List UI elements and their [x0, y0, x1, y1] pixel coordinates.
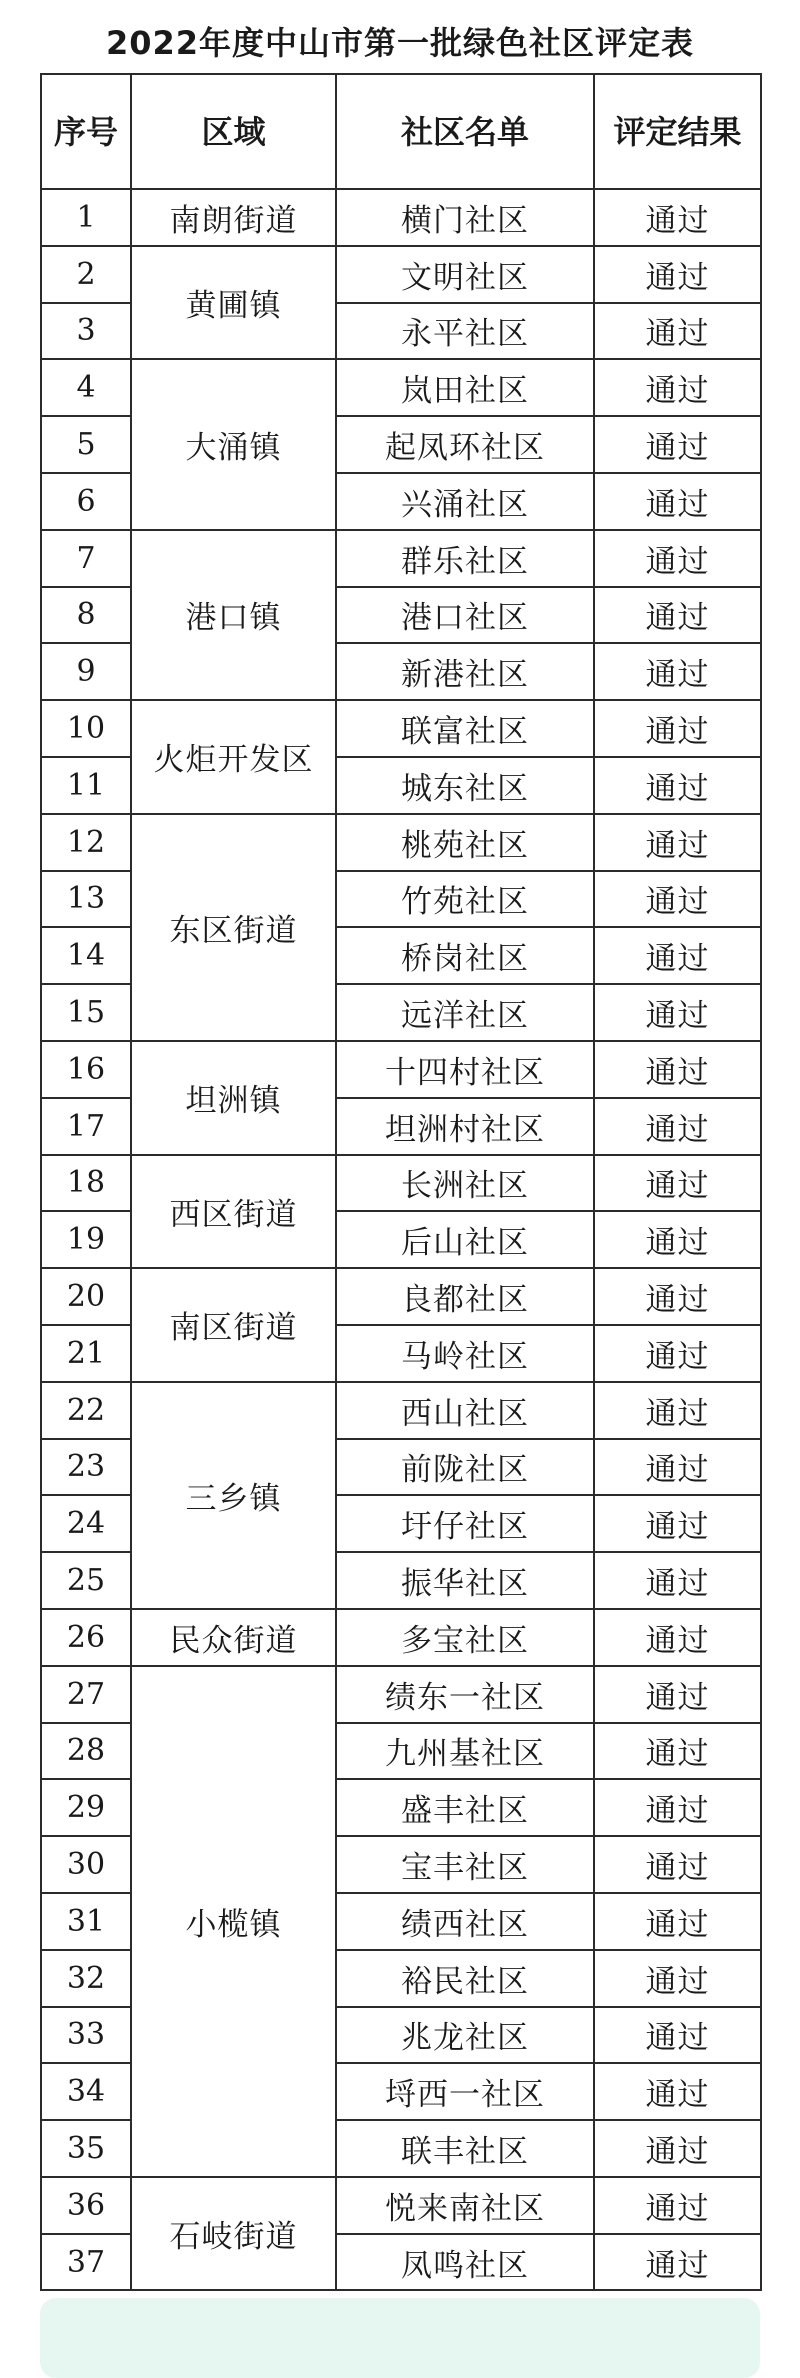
page-title: 2022年度中山市第一批绿色社区评定表 [105, 24, 695, 62]
row-index: 31 [41, 1893, 131, 1950]
header-region: 区域 [131, 74, 336, 189]
result-cell: 通过 [594, 303, 761, 360]
row-index: 34 [41, 2063, 131, 2120]
result-cell: 通过 [594, 700, 761, 757]
region-cell: 火炬开发区 [131, 700, 336, 814]
row-index: 23 [41, 1439, 131, 1496]
region-cell: 坦洲镇 [131, 1041, 336, 1155]
community-cell: 圩仔社区 [336, 1495, 594, 1552]
region-cell: 南朗街道 [131, 189, 336, 246]
community-cell: 绩东一社区 [336, 1666, 594, 1723]
row-index: 12 [41, 814, 131, 871]
result-cell: 通过 [594, 1382, 761, 1439]
result-cell: 通过 [594, 1041, 761, 1098]
community-cell: 悦来南社区 [336, 2177, 594, 2234]
community-cell: 横门社区 [336, 189, 594, 246]
result-cell: 通过 [594, 1723, 761, 1780]
result-cell: 通过 [594, 1155, 761, 1212]
community-cell: 远洋社区 [336, 984, 594, 1041]
result-cell: 通过 [594, 871, 761, 928]
row-index: 9 [41, 643, 131, 700]
row-index: 16 [41, 1041, 131, 1098]
row-index: 14 [41, 927, 131, 984]
result-cell: 通过 [594, 1666, 761, 1723]
result-cell: 通过 [594, 189, 761, 246]
result-cell: 通过 [594, 246, 761, 303]
row-index: 37 [41, 2234, 131, 2291]
community-cell: 港口社区 [336, 587, 594, 644]
region-cell: 西区街道 [131, 1155, 336, 1269]
row-index: 17 [41, 1098, 131, 1155]
table-row [41, 2177, 761, 2234]
region-cell: 港口镇 [131, 530, 336, 700]
community-cell: 马岭社区 [336, 1325, 594, 1382]
community-cell: 新港社区 [336, 643, 594, 700]
result-cell: 通过 [594, 530, 761, 587]
result-cell: 通过 [594, 1609, 761, 1666]
community-cell: 桃苑社区 [336, 814, 594, 871]
table-header-row [41, 74, 761, 189]
result-cell: 通过 [594, 359, 761, 416]
community-cell: 西山社区 [336, 1382, 594, 1439]
row-index: 30 [41, 1836, 131, 1893]
result-cell: 通过 [594, 1439, 761, 1496]
row-index: 36 [41, 2177, 131, 2234]
row-index: 24 [41, 1495, 131, 1552]
table-row [41, 1666, 761, 1723]
community-cell: 绩西社区 [336, 1893, 594, 1950]
community-cell: 裕民社区 [336, 1950, 594, 2007]
community-cell: 永平社区 [336, 303, 594, 360]
result-cell: 通过 [594, 757, 761, 814]
region-cell: 大涌镇 [131, 359, 336, 529]
community-cell: 多宝社区 [336, 1609, 594, 1666]
community-cell: 城东社区 [336, 757, 594, 814]
community-cell: 前陇社区 [336, 1439, 594, 1496]
community-cell: 兆龙社区 [336, 2007, 594, 2064]
community-table [40, 73, 762, 2291]
table-row [41, 1155, 761, 1212]
result-cell: 通过 [594, 1779, 761, 1836]
result-cell: 通过 [594, 1495, 761, 1552]
row-index: 4 [41, 359, 131, 416]
row-index: 25 [41, 1552, 131, 1609]
result-cell: 通过 [594, 2007, 761, 2064]
row-index: 3 [41, 303, 131, 360]
table-row [41, 359, 761, 416]
result-cell: 通过 [594, 1950, 761, 2007]
result-cell: 通过 [594, 814, 761, 871]
row-index: 35 [41, 2120, 131, 2177]
community-cell: 群乐社区 [336, 530, 594, 587]
row-index: 26 [41, 1609, 131, 1666]
table-row [41, 814, 761, 871]
result-cell: 通过 [594, 2063, 761, 2120]
region-cell: 石岐街道 [131, 2177, 336, 2291]
header-index: 序号 [41, 74, 131, 189]
table-row [41, 530, 761, 587]
table-row [41, 1041, 761, 1098]
region-cell: 黄圃镇 [131, 246, 336, 360]
table-row [41, 189, 761, 246]
row-index: 13 [41, 871, 131, 928]
community-cell: 桥岗社区 [336, 927, 594, 984]
community-cell: 宝丰社区 [336, 1836, 594, 1893]
community-cell: 文明社区 [336, 246, 594, 303]
result-cell: 通过 [594, 416, 761, 473]
row-index: 28 [41, 1723, 131, 1780]
result-cell: 通过 [594, 643, 761, 700]
community-cell: 竹苑社区 [336, 871, 594, 928]
row-index: 6 [41, 473, 131, 530]
region-cell: 民众街道 [131, 1609, 336, 1666]
table-row [41, 1382, 761, 1439]
table-body [41, 189, 761, 2290]
result-cell: 通过 [594, 1836, 761, 1893]
community-cell: 长洲社区 [336, 1155, 594, 1212]
result-cell: 通过 [594, 1268, 761, 1325]
table-row [41, 1268, 761, 1325]
community-cell: 坦洲村社区 [336, 1098, 594, 1155]
community-cell: 盛丰社区 [336, 1779, 594, 1836]
row-index: 11 [41, 757, 131, 814]
result-cell: 通过 [594, 1325, 761, 1382]
table-row [41, 700, 761, 757]
row-index: 15 [41, 984, 131, 1041]
community-cell: 良都社区 [336, 1268, 594, 1325]
footer-note-box [40, 2298, 760, 2378]
community-cell: 十四村社区 [336, 1041, 594, 1098]
result-cell: 通过 [594, 1552, 761, 1609]
result-cell: 通过 [594, 1098, 761, 1155]
result-cell: 通过 [594, 473, 761, 530]
result-cell: 通过 [594, 1893, 761, 1950]
community-cell: 兴涌社区 [336, 473, 594, 530]
result-cell: 通过 [594, 927, 761, 984]
region-cell: 小榄镇 [131, 1666, 336, 2177]
community-cell: 后山社区 [336, 1211, 594, 1268]
community-cell: 起凤环社区 [336, 416, 594, 473]
row-index: 32 [41, 1950, 131, 2007]
row-index: 22 [41, 1382, 131, 1439]
row-index: 7 [41, 530, 131, 587]
result-cell: 通过 [594, 984, 761, 1041]
result-cell: 通过 [594, 1211, 761, 1268]
community-cell: 联富社区 [336, 700, 594, 757]
row-index: 27 [41, 1666, 131, 1723]
row-index: 2 [41, 246, 131, 303]
row-index: 10 [41, 700, 131, 757]
result-cell: 通过 [594, 2177, 761, 2234]
header-result: 评定结果 [594, 74, 761, 189]
row-index: 8 [41, 587, 131, 644]
row-index: 21 [41, 1325, 131, 1382]
region-cell: 三乡镇 [131, 1382, 336, 1609]
region-cell: 东区街道 [131, 814, 336, 1041]
row-index: 1 [41, 189, 131, 246]
result-cell: 通过 [594, 587, 761, 644]
table-row [41, 246, 761, 303]
table-row [41, 1609, 761, 1666]
region-cell: 南区街道 [131, 1268, 336, 1382]
row-index: 18 [41, 1155, 131, 1212]
row-index: 33 [41, 2007, 131, 2064]
community-cell: 埒西一社区 [336, 2063, 594, 2120]
header-community: 社区名单 [336, 74, 594, 189]
row-index: 20 [41, 1268, 131, 1325]
row-index: 5 [41, 416, 131, 473]
row-index: 19 [41, 1211, 131, 1268]
result-cell: 通过 [594, 2234, 761, 2291]
row-index: 29 [41, 1779, 131, 1836]
result-cell: 通过 [594, 2120, 761, 2177]
community-cell: 振华社区 [336, 1552, 594, 1609]
community-cell: 凤鸣社区 [336, 2234, 594, 2291]
community-cell: 联丰社区 [336, 2120, 594, 2177]
community-cell: 岚田社区 [336, 359, 594, 416]
community-cell: 九州基社区 [336, 1723, 594, 1780]
